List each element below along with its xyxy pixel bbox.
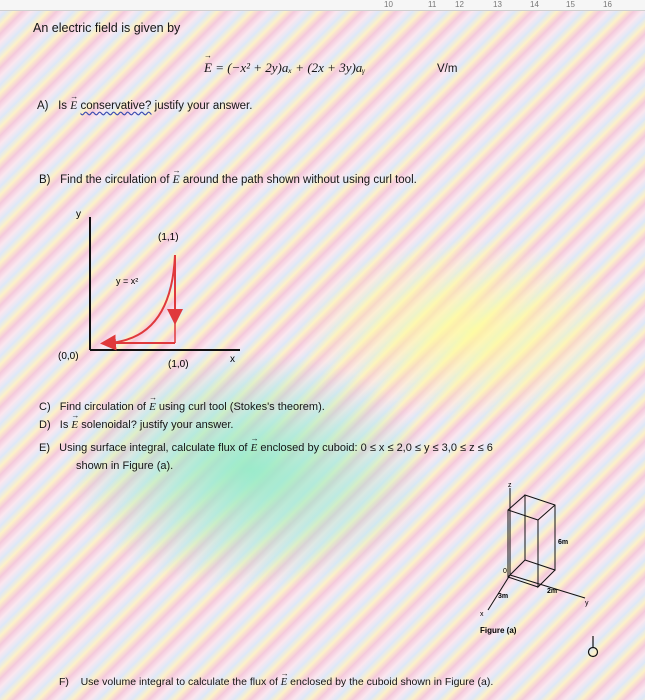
part-e-pre: Using surface integral, calculate flux of <box>59 442 248 454</box>
origin-label: (0,0) <box>58 351 79 362</box>
field-vector-symbol: → E <box>204 60 212 76</box>
point-11-label: (1,1) <box>158 232 179 243</box>
part-f-pre: Use volume integral to calculate the flux of <box>80 676 278 688</box>
part-d-tag: D) <box>39 419 51 431</box>
part-a-vector: → E <box>70 99 77 113</box>
part-b <box>39 173 417 187</box>
part-f-post: enclosed by the cuboid shown in Figure (a). <box>290 676 494 688</box>
part-d-post: solenoidal? justify your answer. <box>81 419 234 431</box>
part-b-post: around the path shown without using curl tool. <box>182 174 417 186</box>
part-a-conservative-term[interactable]: conservative? <box>80 100 152 112</box>
part-a-pre: Is <box>58 100 68 112</box>
intro-text: An electric field is given by <box>33 21 181 35</box>
curve-label: y = x² <box>116 276 139 286</box>
part-a <box>37 99 252 113</box>
cuboid-origin-label: 0 <box>503 568 507 575</box>
figure-caption: Figure (a) <box>480 626 517 635</box>
x-label: x <box>480 611 484 618</box>
part-d-vector: → E <box>71 418 78 432</box>
part-e-line2: shown in Figure (a). <box>76 460 174 472</box>
ruler-mark: 15 <box>566 0 575 9</box>
dim-x-label: 3m <box>498 593 509 600</box>
handle-icon <box>586 636 600 658</box>
part-b-pre: Find the circulation of <box>60 174 170 186</box>
part-e-tag: E) <box>39 442 50 454</box>
field-equation <box>204 60 365 76</box>
part-c-pre: Find circulation of <box>59 401 146 413</box>
ruler-mark: 16 <box>603 0 612 9</box>
cuboid-figure <box>470 480 600 640</box>
dim-y-label: 2m <box>547 588 558 595</box>
path-curve <box>108 255 175 343</box>
ruler-mark: 12 <box>455 0 464 9</box>
cuboid-outline <box>508 495 555 587</box>
field-expression: = (−x² + 2y)aₓ + (2x + 3y)aᵧ <box>215 60 366 75</box>
part-c-tag: C) <box>39 401 51 413</box>
z-label: z <box>508 482 512 489</box>
part-f-vector: → E <box>281 676 287 690</box>
part-e <box>39 441 493 455</box>
part-b-tag: B) <box>39 174 51 186</box>
ruler <box>0 0 645 11</box>
field-unit: V/m <box>437 63 458 75</box>
ruler-mark: 14 <box>530 0 539 9</box>
part-c-vector: → E <box>149 400 156 414</box>
part-c <box>39 400 325 414</box>
part-f <box>59 675 493 690</box>
part-a-tag: A) <box>37 100 49 112</box>
ruler-mark: 10 <box>384 0 393 9</box>
path-figure <box>40 205 260 380</box>
ruler-mark: 11 <box>428 0 437 9</box>
dim-z-label: 6m <box>558 539 569 546</box>
y-axis-label: y <box>76 209 81 220</box>
y-label: y <box>585 600 589 607</box>
part-a-post: justify your answer. <box>154 100 253 112</box>
x-axis-label: x <box>230 354 235 365</box>
ruler-mark: 13 <box>493 0 502 9</box>
part-b-vector: → E <box>173 173 180 187</box>
part-f-tag: F) <box>59 676 69 688</box>
part-e-vector: → E <box>251 441 258 455</box>
point-10-label: (1,0) <box>168 359 189 370</box>
part-d-pre: Is <box>59 419 69 431</box>
part-e-post: enclosed by cuboid: 0 ≤ x ≤ 2,0 ≤ y ≤ 3,0 ≤ z ≤ 6 <box>260 442 493 454</box>
part-d <box>39 418 233 432</box>
part-c-post: using curl tool (Stokes's theorem). <box>158 401 325 413</box>
